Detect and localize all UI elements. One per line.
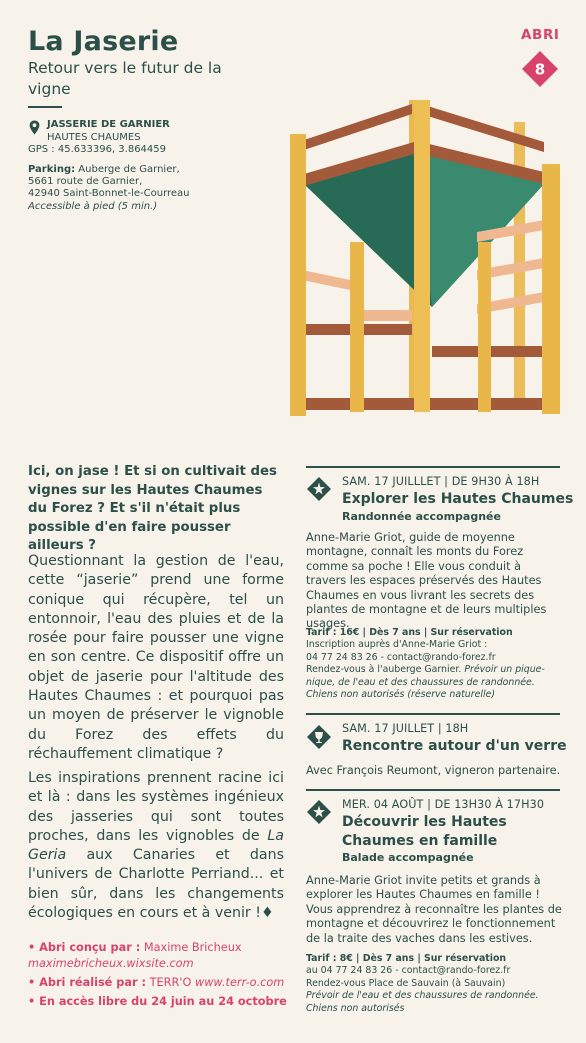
- credit-builder: [28, 976, 284, 990]
- event-date: SAM. 17 JUILLET | 18H: [342, 722, 469, 735]
- event-divider: [306, 713, 560, 715]
- credit-name: TERR'O: [149, 976, 192, 989]
- credit-label: • Abri conçu par :: [28, 941, 141, 954]
- article-body: Questionnant la gestion de l'eau, cette “jaserie” prend une forme conique qui récupère, tel un entonnoir, l'eau des pluies et de la rosée pour faire pousser une vigne en son centre. Ce dispositif offre un objet de jaserie pour l'altitude des Hautes Chaumes : et pourquoi pas un moyen de préserver le vignoble du Forez des effets du réchauffement climatique ?: [28, 553, 284, 762]
- event-type: Randonnée accompagnée: [342, 510, 501, 523]
- location-pin-icon: [29, 120, 40, 135]
- event-meeting-point: Rendez-vous Place de Sauvain (à Sauvain): [306, 977, 506, 989]
- event-meeting-point: Rendez-vous à l'auberge Garnier.: [306, 664, 462, 676]
- event-registration: Inscription auprès d'Anne-Marie Griot :: [306, 639, 488, 651]
- event-note: Chiens non autorisés (réserve naturelle): [306, 689, 495, 701]
- jaserie-illustration: [282, 92, 562, 420]
- event-details: [306, 627, 564, 701]
- event-title: Explorer les Hautes Chaumes: [342, 491, 574, 507]
- event-type: Balade accompagnée: [342, 851, 474, 864]
- builder-website-link[interactable]: www.terr-o.com: [194, 976, 285, 989]
- credit-designer: [28, 941, 242, 955]
- event-date: SAM. 17 JUILLLET | DE 9H30 À 18H: [342, 475, 540, 488]
- event-tarif: Tarif : 8€ | Dès 7 ans | Sur réservation: [306, 953, 507, 964]
- parking-line: 5661 route de Garnier,: [28, 176, 143, 188]
- event-title: Découvrir les Hautes Chaumes en famille: [342, 814, 507, 849]
- access-info: Accessible à pied (5 min.): [28, 201, 158, 212]
- article-lead: Ici, on jase ! Et si on cultivait des vignes sur les Hautes Chaumes du Forez ? Et s'il n'était plus possible d'en faire pousser ailleurs ?: [28, 464, 277, 554]
- event-tarif: Tarif : 16€ | Dès 7 ans | Sur réservation: [306, 627, 513, 638]
- abri-label: ABRI: [521, 27, 560, 43]
- event-note: Prévoir de l'eau et des chaussures de randonnée.: [306, 990, 539, 1002]
- event-description: Anne-Marie Griot, guide de moyenne montagne, connaît les monts du Forez comme sa poche ! Elle vous conduit à travers les espaces préservés des Hautes Chaumes en vous livrant les secrets des plantes de montagne et de leurs multiples usages.: [306, 531, 547, 631]
- abri-number: 8: [534, 60, 546, 79]
- article-emphasis: La Geria: [28, 827, 284, 864]
- gps-coordinates: GPS : 45.633396, 3.864459: [28, 144, 167, 155]
- parking-label: Parking:: [28, 164, 76, 175]
- abri-number-badge: [521, 50, 559, 88]
- event-description: Anne-Marie Griot invite petits et grands à explorer les Hautes Chaumes en famille ! Vous apprendrez à reconnaître les plantes de montagne et découvrirez le fonctionnement de la traite des vaches dans les estives.: [306, 874, 562, 945]
- event-description: Avec François Reumont, vigneron partenaire.: [306, 764, 561, 777]
- credit-name: Maxime Bricheux: [143, 941, 242, 954]
- event-divider: [306, 466, 560, 468]
- event-date: MER. 04 AOÛT | DE 13H30 À 17H30: [342, 798, 545, 811]
- page-title: La Jaserie: [28, 26, 179, 57]
- title-divider: [28, 106, 62, 108]
- event-details: [306, 953, 564, 1015]
- location-area: HAUTES CHAUMES: [47, 132, 141, 143]
- event-contact: au 04 77 24 83 26 - contact@rando-forez.fr: [306, 965, 511, 977]
- parking-info: [28, 164, 228, 201]
- wine-glass-icon: [306, 724, 332, 750]
- article-text: aux Canaries et dans l'univers de Charlotte Perriand... et bien sûr, dans les changements écologiques en cours et à venir !: [28, 847, 284, 922]
- page-subtitle: Retour vers le futur de la vigne: [28, 59, 222, 98]
- credit-label: • Abri réalisé par :: [28, 976, 147, 989]
- location-name: JASSERIE DE GARNIER: [47, 119, 170, 130]
- event-contact: 04 77 24 83 26 - contact@rando-forez.fr: [306, 651, 496, 663]
- parking-line: Auberge de Garnier,: [78, 164, 180, 175]
- designer-website-link[interactable]: maximebricheux.wixsite.com: [28, 957, 194, 970]
- event-note: Prévoir un pique-nique, de l'eau et des chaussures de randonnée.: [306, 664, 545, 688]
- star-icon: [306, 799, 332, 825]
- event-divider: [306, 789, 560, 791]
- access-period: • En accès libre du 24 juin au 24 octobre: [28, 995, 287, 1008]
- star-icon: [306, 476, 332, 502]
- parking-line: 42940 Saint-Bonnet-le-Courreau: [28, 188, 190, 200]
- article-text: Les inspirations prennent racine ici et là : dans les systèmes ingénieux des jasseries qui sont toutes proches, dans les vignobles de: [28, 770, 284, 844]
- event-note: Chiens non autorisés: [306, 1002, 405, 1014]
- event-title: Rencontre autour d'un verre: [342, 738, 567, 754]
- end-mark: ♦: [260, 905, 274, 922]
- article-body: [28, 769, 284, 923]
